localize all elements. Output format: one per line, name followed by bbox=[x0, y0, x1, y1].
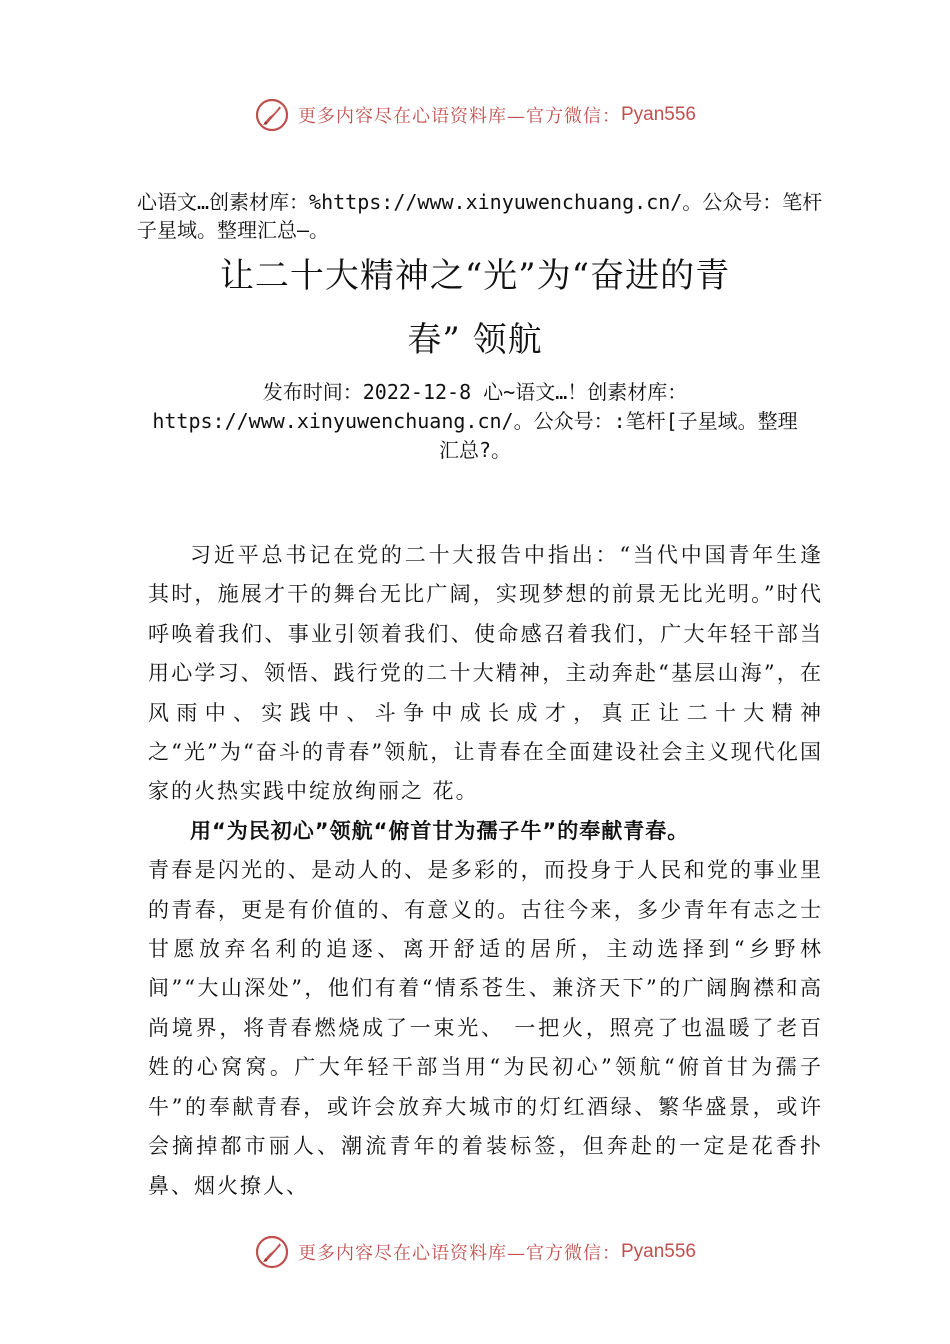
banner-text: 更多内容尽在心语资料库—官方微信： bbox=[297, 1243, 621, 1264]
quill-pen-logo-icon bbox=[254, 97, 290, 133]
section-heading-1: 用“为民初心”领航“俯首甘为孺子牛”的奉献青春。 bbox=[190, 818, 690, 843]
banner-wechat-id: Pyan556 bbox=[620, 104, 696, 125]
article-body bbox=[148, 536, 823, 1206]
quill-pen-logo-icon bbox=[254, 1234, 290, 1270]
paragraph-2: 青春是闪光的、是动人的、是多彩的，而投身于人民和党的事业里的青春，更是有价值的、有意义的。古往今来，多少青年有志之士甘愿放弃名利的追逐、离开舒适的居所，主动选择到“乡野林间”“大山深处”，他们有着“情系苍生、兼济天下”的广阔胸襟和高尚境界，将青春燃烧成了一束光、 一把火，照亮了也温暖了老百姓的心窝窝。广大年轻干部当用“为民初心”领航“俯首甘为孺子牛”的奉献青春，或许会放弃大城市的灯红酒绿、繁华盛景，或许会摘掉都市丽人、潮流青年的着装标签，但奔赴的一定是花香扑鼻、烟火撩人、 bbox=[148, 858, 823, 1198]
article-title-line-1: 让二十大精神之“光”为“奋进的青 bbox=[219, 256, 731, 296]
banner-text: 更多内容尽在心语资料库—官方微信： bbox=[297, 106, 621, 127]
footer-banner[interactable] bbox=[0, 1232, 950, 1272]
banner-wechat-id: Pyan556 bbox=[620, 1241, 696, 1262]
paragraph-1: 习近平总书记在党的二十大报告中指出：“当代中国青年生逢其时，施展才干的舞台无比广阔，实现梦想的前景无比光明。”时代呼唤着我们、事业引领着我们、使命感召着我们，广大年轻干部当用心学习、领悟、践行党的二十大精神，主动奔赴“基层山海”，在风雨中、实践中、斗争中成长成才，真正让二十大精神之“光”为“奋斗的青春”领航，让青春在全面建设社会主义现代化国家的火热实践中绽放绚丽之 花。 bbox=[148, 543, 823, 804]
header-banner[interactable] bbox=[0, 95, 950, 135]
source-notice: 心语文…创素材库：%https://www.xinyuwenchuang.cn/。公众号：笔杆子星域。整理汇总—。 bbox=[137, 190, 823, 242]
article-title-line-2: 春” 领航 bbox=[407, 320, 543, 360]
publish-meta: 发布时间：2022-12-8 心~语文…！创素材库：https://www.xinyuwenchuang.cn/。公众号：:笔杆[子星域。整理汇总?。 bbox=[152, 380, 798, 462]
